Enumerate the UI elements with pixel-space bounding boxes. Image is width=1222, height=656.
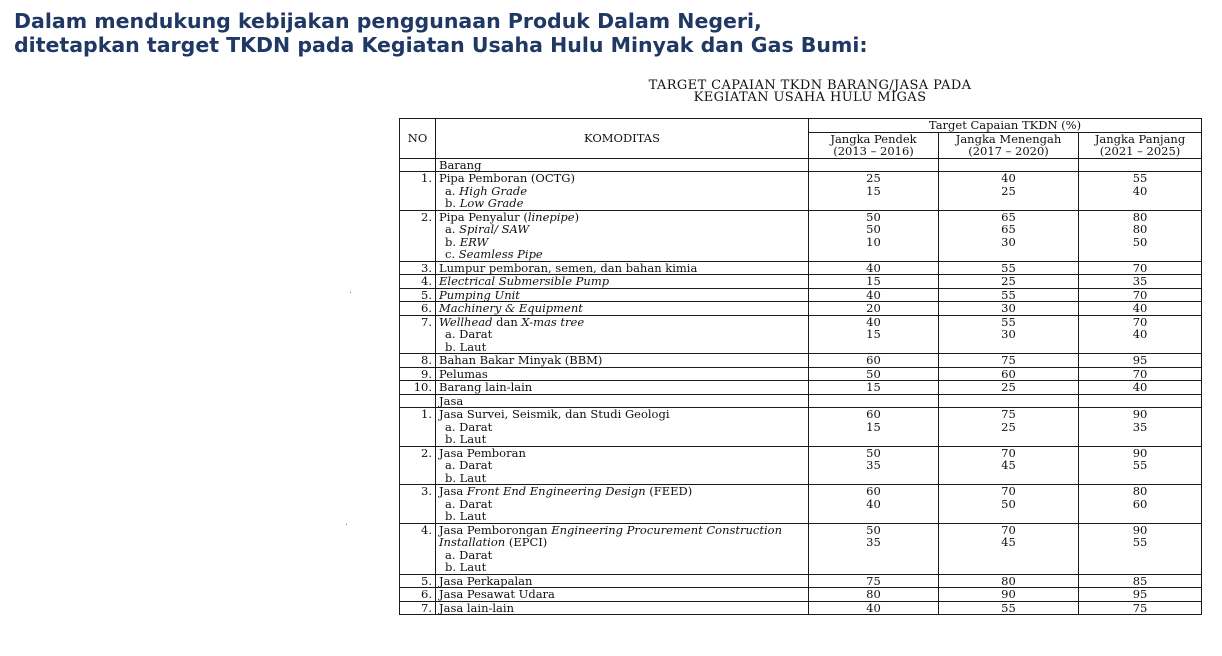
tkdn-target-table <box>399 118 1202 615</box>
value-menengah: 75 25 <box>939 408 1079 447</box>
section-label: Jasa <box>436 394 809 408</box>
value-pendek: 50 35 <box>809 523 939 574</box>
table-row <box>400 354 1202 368</box>
value-pendek: 60 40 <box>809 485 939 524</box>
table-row <box>400 261 1202 275</box>
row-number: 9. <box>400 367 436 381</box>
commodity-name: Electrical Submersible Pump <box>436 275 809 289</box>
value-pendek: 20 <box>809 302 939 316</box>
commodity-cell <box>436 172 809 211</box>
section-label: Barang <box>436 158 809 172</box>
row-number: 8. <box>400 354 436 368</box>
commodity-name: Bahan Bakar Minyak (BBM) <box>436 354 809 368</box>
document-title-line-1: TARGET CAPAIAN TKDN BARANG/JASA PADA <box>648 78 972 93</box>
value-panjang: 75 <box>1079 601 1202 615</box>
value-panjang: 90 55 <box>1079 446 1202 485</box>
value-panjang: 70 <box>1079 288 1202 302</box>
commodity-name: Wellhead dan X-mas tree <box>439 314 585 329</box>
value-panjang: 70 <box>1079 367 1202 381</box>
value-menengah: 25 <box>939 381 1079 395</box>
section-row-barang <box>400 158 1202 172</box>
value-panjang: 85 <box>1079 574 1202 588</box>
commodity-cell <box>436 485 809 524</box>
commodity-name: Pelumas <box>436 367 809 381</box>
table-row <box>400 446 1202 485</box>
commodity-name: Jasa lain-lain <box>436 601 809 615</box>
value-pendek: 40 15 <box>809 315 939 354</box>
value-pendek: 15 <box>809 381 939 395</box>
value-menengah: 70 45 <box>939 523 1079 574</box>
table-header-row <box>400 119 1202 133</box>
sub-item-name: a. Darat <box>445 496 493 511</box>
row-number: 7. <box>400 315 436 354</box>
sub-item-name: b. Laut <box>445 470 487 485</box>
value-menengah: 55 <box>939 261 1079 275</box>
value-menengah: 70 50 <box>939 485 1079 524</box>
document-title <box>560 80 1060 104</box>
value-menengah: 60 <box>939 367 1079 381</box>
value-panjang: 90 55 <box>1079 523 1202 574</box>
commodity-cell: Pipa Penyalur (linepipe) a. Spiral/ SAW b. ERW c. Seamless Pipe <box>436 210 809 261</box>
table-row <box>400 302 1202 316</box>
table-row <box>400 485 1202 524</box>
value-pendek: 80 <box>809 588 939 602</box>
table-row <box>400 381 1202 395</box>
commodity-cell <box>436 523 809 574</box>
value-pendek: 40 <box>809 288 939 302</box>
row-number: 4. <box>400 523 436 574</box>
value-pendek: 40 <box>809 261 939 275</box>
commodity-cell <box>436 315 809 354</box>
value-menengah: 55 30 <box>939 315 1079 354</box>
value-pendek: 40 <box>809 601 939 615</box>
value-panjang: 55 40 <box>1079 172 1202 211</box>
value-menengah: 55 <box>939 601 1079 615</box>
value-menengah: 40 25 <box>939 172 1079 211</box>
value-menengah: 55 <box>939 288 1079 302</box>
value-menengah: 90 <box>939 588 1079 602</box>
row-number: 2. <box>400 446 436 485</box>
row-number: 7. <box>400 601 436 615</box>
value-menengah: 80 <box>939 574 1079 588</box>
table-row <box>400 210 1202 261</box>
value-panjang: 40 <box>1079 381 1202 395</box>
value-pendek: 50 50 10 <box>809 210 939 261</box>
commodity-cell <box>436 408 809 447</box>
commodity-cell <box>436 446 809 485</box>
row-number: 6. <box>400 588 436 602</box>
headline-line-2: ditetapkan target TKDN pada Kegiatan Usaha Hulu Minyak dan Gas Bumi: <box>14 33 868 57</box>
commodity-name: Jasa Pemborongan Engineering Procurement Construction Installation (EPCI) <box>439 522 783 549</box>
table-row <box>400 172 1202 211</box>
commodity-name: Jasa Front End Engineering Design (FEED) <box>439 484 693 498</box>
commodity-name: Jasa Pesawat Udara <box>436 588 809 602</box>
value-pendek: 25 15 <box>809 172 939 211</box>
headline-line-1: Dalam mendukung kebijakan penggunaan Produk Dalam Negeri, <box>14 9 762 33</box>
value-menengah: 65 65 30 <box>939 210 1079 261</box>
row-number: 5. <box>400 574 436 588</box>
value-menengah: 75 <box>939 354 1079 368</box>
row-number: 3. <box>400 261 436 275</box>
commodity-name: Machinery & Equipment <box>436 302 809 316</box>
value-panjang: 40 <box>1079 302 1202 316</box>
sub-marker: a. <box>445 183 456 198</box>
commodity-name: Pumping Unit <box>436 288 809 302</box>
sub-item-name: a. Darat <box>445 458 493 472</box>
header-jangka-menengah: Jangka Menengah (2017 – 2020) <box>939 132 1079 158</box>
header-target: Target Capaian TKDN (%) <box>809 119 1202 133</box>
commodity-name: Barang lain-lain <box>436 381 809 395</box>
row-number: 1. <box>400 408 436 447</box>
header-jangka-pendek: Jangka Pendek (2013 – 2016) <box>809 132 939 158</box>
commodity-name: Jasa Survei, Seismik, dan Studi Geologi <box>439 407 670 421</box>
value-menengah: 70 45 <box>939 446 1079 485</box>
value-pendek: 60 15 <box>809 408 939 447</box>
sub-item-name: b. Laut <box>445 509 487 523</box>
sub-item-name: a. Darat <box>445 327 493 341</box>
commodity-name: Pipa Pemboran (OCTG) <box>439 171 575 185</box>
section-row-jasa <box>400 394 1202 408</box>
header-komoditas: KOMODITAS <box>436 119 809 159</box>
scan-speck: · <box>345 520 349 531</box>
value-panjang: 70 40 <box>1079 315 1202 354</box>
headline <box>14 9 868 57</box>
value-panjang: 35 <box>1079 275 1202 289</box>
row-number: 2. <box>400 210 436 261</box>
value-panjang: 80 80 50 <box>1079 210 1202 261</box>
value-pendek: 75 <box>809 574 939 588</box>
commodity-name: Lumpur pemboran, semen, dan bahan kimia <box>436 261 809 275</box>
value-panjang: 70 <box>1079 261 1202 275</box>
scan-speck: · <box>349 288 353 299</box>
commodity-name: Pipa Penyalur (linepipe) <box>439 209 580 224</box>
sub-item-name: b. Laut <box>445 432 487 446</box>
commodity-name: Jasa Perkapalan <box>436 574 809 588</box>
sub-item-name: High Grade <box>459 183 528 198</box>
value-panjang: 95 <box>1079 354 1202 368</box>
sub-marker: b. <box>445 196 457 210</box>
header-jangka-panjang: Jangka Panjang (2021 – 2025) <box>1079 132 1202 158</box>
commodity-name: Jasa Pemboran <box>439 445 526 460</box>
row-number: 6. <box>400 302 436 316</box>
value-panjang: 90 35 <box>1079 408 1202 447</box>
document-title-line-2: KEGIATAN USAHA HULU MIGAS <box>693 90 927 105</box>
value-pendek: 60 <box>809 354 939 368</box>
sub-item-name: Low Grade <box>459 196 524 210</box>
table-row <box>400 288 1202 302</box>
value-menengah: 25 <box>939 275 1079 289</box>
table-row <box>400 574 1202 588</box>
sub-item-name: b. Laut <box>445 339 487 354</box>
row-number: 4. <box>400 275 436 289</box>
row-number: 1. <box>400 172 436 211</box>
value-panjang: 95 <box>1079 588 1202 602</box>
header-no: NO <box>400 119 436 159</box>
value-pendek: 50 35 <box>809 446 939 485</box>
value-panjang: 80 60 <box>1079 485 1202 524</box>
table-row <box>400 367 1202 381</box>
row-number: 3. <box>400 485 436 524</box>
value-menengah: 30 <box>939 302 1079 316</box>
table-row <box>400 523 1202 574</box>
sub-item-name: a. Darat <box>445 547 493 562</box>
table-row <box>400 601 1202 615</box>
value-pendek: 50 <box>809 367 939 381</box>
sub-item-name: a. Darat <box>445 419 493 434</box>
sub-item-name: b. Laut <box>445 560 487 574</box>
table-row <box>400 408 1202 447</box>
table-row <box>400 275 1202 289</box>
row-number: 5. <box>400 288 436 302</box>
row-number: 10. <box>400 381 436 395</box>
value-pendek: 15 <box>809 275 939 289</box>
table-row <box>400 588 1202 602</box>
table-row <box>400 315 1202 354</box>
